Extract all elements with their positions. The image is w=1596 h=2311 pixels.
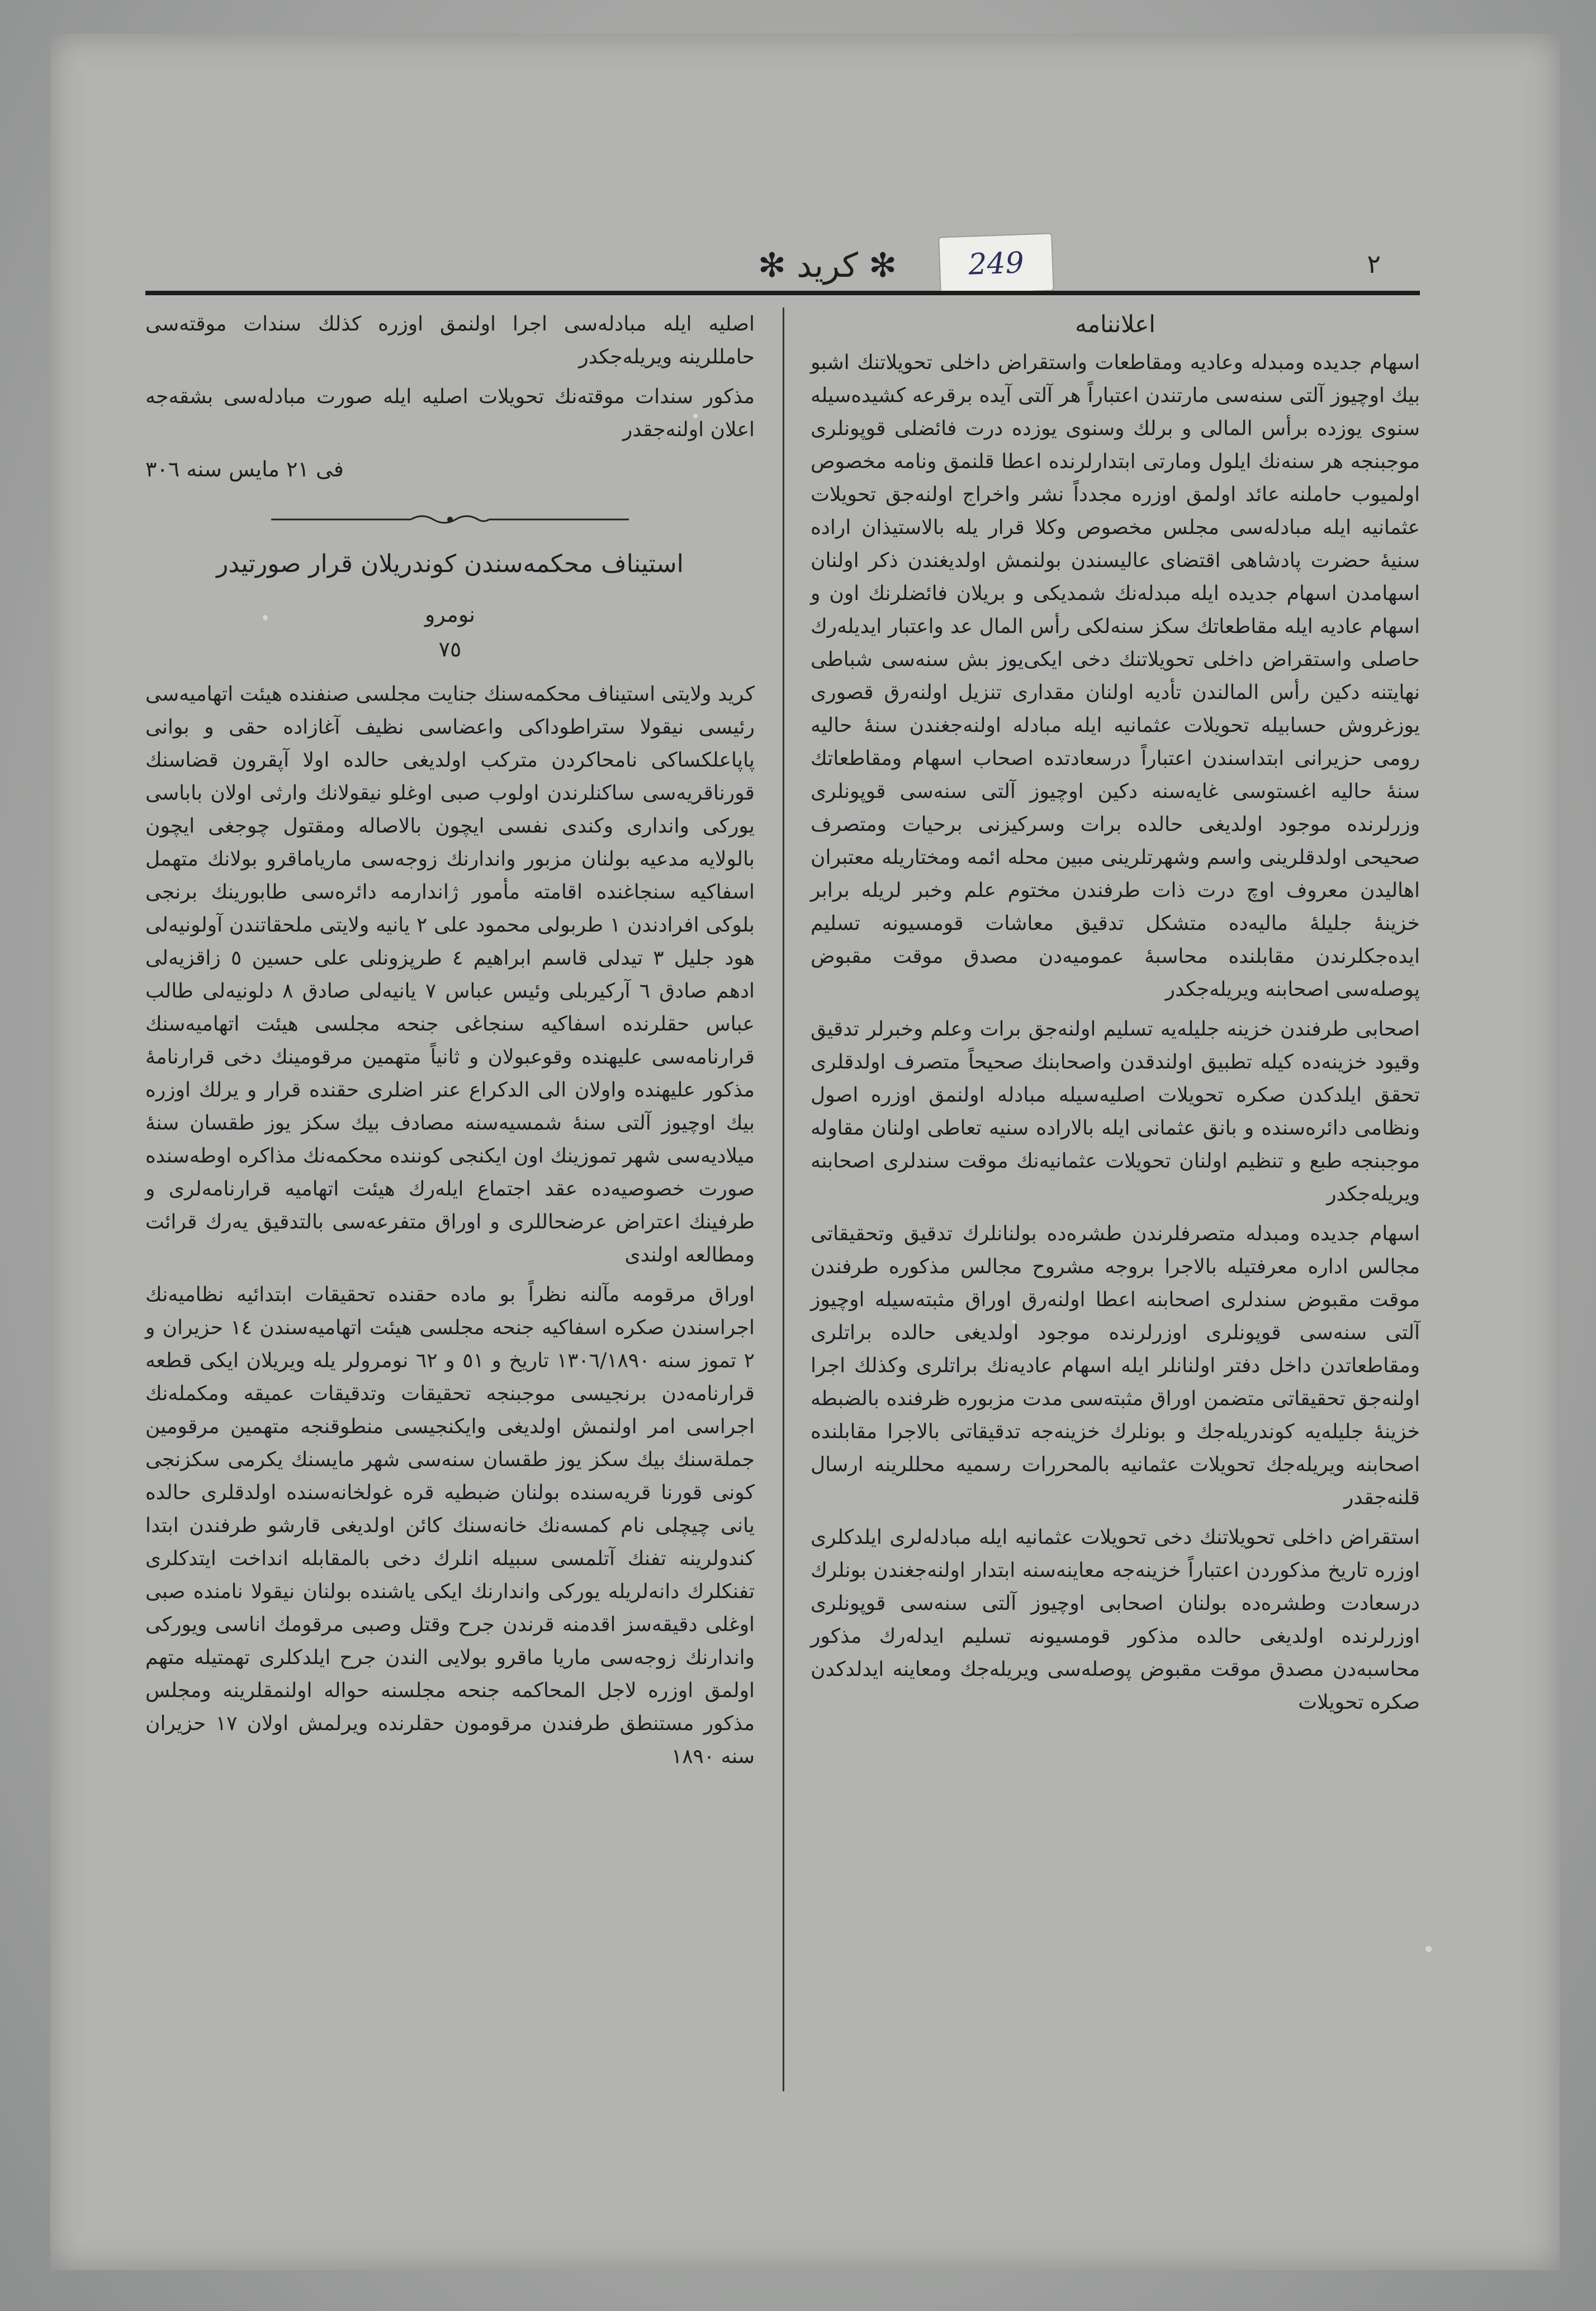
announcement-paragraph: اسهام جديده ومبدله وعاديه ومقاطعات واستقراض داخلى تحويلاتنك اشبو بيك اوچيوز آلتى سنه‌سى مارتندن اعتباراً هر آلتى آيده برقرعه كشيده‌سيله سنوى يوزده برأس المالى و برلك وسنوى يوزده درت فائضلى قوپونلرى موجبنجه هر سنه‌نك ايلول ومارتى ابتدارلرنده اعطا قلنمق ونامه مخصوص اولميوب حاملنه عائد اولمق اوزره مجدداً نشر واخراج اولنه‌جق تحويلات عثمانيه ايله مبادله‌سى مجلس مخصوص وكلا قرار يله بالاستيذان اراده‌ سنيهٔ حضرت پادشاهى اقتضاى عاليسندن بولنمش اولديغندن ذكر اولنان اسهامدن اسهام جديده ايله مبدله‌نك شمديكى و بريلان فائضلرنك اون و اسهام عاديه ايله مقاطعاتك سكز سنه‌لكى رأس المال عد واعتبار ايديله‌رك حاصلى واستقراض داخلى تحويلاتنك دخى ايكى‌يوز بش سنه‌سى شباطى نهايتنه دكين رأس المالندن تأديه اولنان مقدارى تنزيل اولنه‌رق قصورى يوزغروش حسابيله تحويلات عثمانيه ايله مبادله اولنه‌جغندن سنهٔ حاليه رومى حزيرانى ابتداسندن اعتباراً درسعادتده اصحاب اسهام ومقاطعاتك سنهٔ حاليه اغستوسى غايه‌سنه دكين اوچيوز آلتى سنه‌سى قوپونلرى وزرلرنده موجود اولديغى حالده برات وسركيزنى برحيات ومتصرف صحيحى اولدقلرينى واسم وشهرتلرينى مبين محله ائمه ومختاريله معتبران اهاليدن معروف اوچ درت ذات طرفندن مختوم علم وخبر لريله برابر خزينهٔ جليلهٔ ماليه‌ده متشكل تدقيق معاشات قومسيونه تسليم ايده‌جكلرندن مقابلنده محاسبهٔ عموميه‌دن مصدق موقت مقبوض پوصله‌سى اصحابنه ويريله‌جكدر bbox=[811, 351, 1420, 1001]
continuation-line: اصليه ايله مبادله‌سى اجرا اولنمق اوزره كذلك سندات موقته‌سى حامللرينه ويريله‌جكدر bbox=[145, 313, 755, 368]
announcement-title: اعلاننامه bbox=[1075, 310, 1155, 338]
decision-paragraph: كريد ولايتى استيناف محكمه‌سنك جنايت مجلسى صنفنده هيئت اتهاميه‌سى رئيسى نيقولا ستراطوداكى واعضاسى نظيف آغازاده حقى و بوانى پاپاعلكساكى نامحاكردن متركب اولديغى حالده اولا آپقرون قضاسنك قورناقريه‌سى ساكنلرندن اولوب صبى اوغلو نيقولانك وارثى اولان باباسى يوركى واندارى وكندى نفسى ايچون بالاصاله ومقتول چوجغى ايچون بالولايه مدعيه بولنان مزبور واندارنك زوجه‌سى مارياماقرو بولانك متهمل اسفاكيه سنجاغنده اقامته مأمور ژاندارمه دائره‌سى طابورينك برنجى بلوكى افرادندن ١ طربولى محمود على ٢ يانيه ولايتى ملحقاتندن آولونيه‌لى هود جليل ٣ تيدلى قاسم ابراهيم ٤ طرپزونلى على حسين ٥ زاقزيه‌لى ادهم صادق ٦ آركيربلى وئيس عباس ٧ يانيه‌لى صادق ٨ دلونيه‌لى طالب عباس حقلرنده اسفاكيه سنجاغى جنحه مجلسى هيئت اتهاميه‌سنك قرارنامه‌سى عليهنده وقوعبولان و ثانياً متهمين مرقومينك دخى قرارنامهٔ مذكور عليهنده واولان الى الدكراع عنر اضلرى حقنده قرار و يرلك اوزره بيك اوچيوز آلتى سنهٔ شمسيه‌سنه مصادف بيك سكز يوز طقسان سنهٔ ميلاديه‌سى شهر تموزينك اون ايكنجى كوننده محكمه‌نك مذاكره اوطه‌سنده صورت خصوصيه‌ده عقد اجتماع ايله‌رك هيئت اتهاميه قرارنامه‌لرى و طرفينك اعتراض عرضحاللرى و اوراق متفرعه‌سى بالتدقيق يه‌رك قرائت ومطالعه اولندى bbox=[145, 683, 755, 1266]
archive-number-stamp: 249 bbox=[938, 233, 1054, 295]
decision-title: استيناف محكمه‌سندن كوندريلان قرار صورتيدر bbox=[216, 550, 684, 578]
number-value: ٧٥ bbox=[438, 637, 462, 661]
announcement-date: فى ٢١ مايس سنه ٣٠٦ bbox=[145, 457, 344, 481]
decision-column bbox=[145, 308, 755, 1780]
announcement-paragraph: اسهام جديده ومبدله متصرفلرندن طشره‌ده بولنانلرك تدقيق وتحقيقاتى مجالس اداره معرفتيله بالاجرا بروجه مشروح مجالس مذكوره طرفندن موقت مقبوض سندلرى اصحابنه اعطا اولنه‌رق اوراق مثبته‌سيله اوچيوز آلتى سنه‌سى قوپونلرى اوزرلرنده موجود اولديغى حالده براتلرى ومقاطعاتدن داخل دفتر اولنانلر ايله اسهام عاديه‌نك براتلرى وكذلك اجرا اولنه‌جق تحقيقاتى متضمن اوراق مثبته‌سى مدت مزبوره ظرفنده بالضبطه خزينهٔ جليله‌يه كوندريله‌جك و بونلرك خزينه‌جه تدقيقاتى بالاجرا مقابلنده اصحابنه ويريله‌جك تحويلات عثمانيه بالمحررات رسميه محللرينه ارسال قلنه‌جقدر bbox=[811, 1222, 1420, 1509]
column-divider bbox=[783, 308, 784, 2091]
ornament-divider bbox=[271, 508, 629, 531]
paper-speck bbox=[1425, 1946, 1432, 1952]
announcement-paragraph: اصحابى طرفندن خزينه‌ جليله‌يه تسليم اولنه‌جق برات وعلم وخبرلر تدقيق وقيود خزينه‌ده‌ كيله تطبيق اولندقدن واصحابنك صحيحاً متصرف اولدقلرى تحقق ايلدكدن صكره تحويلات اصليه‌سيله مبادله اولنمق اوزره اصول ونظامى دائره‌سنده و بانق عثمانى ايله بالاراده سنيه تعاطى اولنان مقاوله موجبنجه طبع و تنظيم اولنان تحويلات عثمانيه‌نك موقت سندلرى اصحابنه ويريله‌جكدر bbox=[811, 1018, 1420, 1206]
continuation-line: مذكور سندات موقته‌نك تحويلات اصليه ايله صورت مبادله‌سى بشقه‌جه اعلان اولنه‌جقدر bbox=[145, 385, 755, 441]
newspaper-page bbox=[145, 235, 1420, 2091]
announcement-paragraph: استقراض داخلى تحويلاتنك دخى تحويلات عثمانيه ايله مبادله‌لرى ايلدكلرى اوزره تاريخ مذكوردن اعتباراً خزينه‌جه معاينه‌سنه ابتدار اولنه‌جغندن بونلرك درسعادت وطشره‌ده بولنان اصحابى اوچيوز آلتى سنه‌سى قوپونلرى اوزرلرنده اولديغى حالده مذكور قومسيونه تسليم ايدله‌رك مذكور محاسبه‌دن مصدق موقت مقبوض پوصله‌سى ويريله‌جك ومعاينه ايدلدكدن صكره تحويلات bbox=[811, 1526, 1420, 1714]
number-label: نومرو bbox=[425, 602, 475, 627]
page-header bbox=[145, 235, 1420, 296]
decision-number-block bbox=[145, 597, 755, 667]
masthead: ✻ کريد ✻ bbox=[757, 246, 897, 285]
announcement-column bbox=[811, 308, 1420, 1726]
decision-paragraph: اوراق مرقومه مآلنه نظراً بو ماده حقنده تحقيقات ابتدائيه نظاميه‌نك اجراسندن صكره اسفاكيه جنحه مجلسى هيئت اتهاميه‌سندن ١٤ حزيران و ٢ تموز سنه ١٣٠٦/١٨٩٠ تاريخ و ٥١ و ٦٢ نومرولر يله ويريلان ايكى قطعه قرارنامه‌دن برنجيسى موجبنجه تحقيقات وتدقيقات عميقه ومكمله‌نك اجراسى امر اولنمش اولديغى وايكنجيسى منطوقنجه متهمين مرقومين جملة‌سنك بيك سكز يوز طقسان سنه‌سى شهر مايسنك يكرمى سكزنجى كونى قورنا قريه‌سنده بولنان ضبطيه قره غولخانه‌سنده اولدقلرى حالده يانى چيچلى نام كمسه‌نك خانه‌سنك كائن اولديغى قارشو طرفندن ابتدا كندولرينه تفنك آتلمسى سبيله انلرك دخى بالمقابله انداخت ايتدكلرى تفنكلرك دانه‌لريله يوركى واندارنك ايكى ياشنده بولنان نيقولا نامنده صبى اوغلى دقيقه‌سز اقدمنه قرندن جرح وقتل وصبى مرقومك اناسى ويوركى واندارنك زوجه‌سى ماريا ماقرو بولايى الندن جرح ايلدكلرى تهمتيله متهم اولمق اوزره لاجل المحاكمه جنحه مجلسنه حواله اولنمقلرينه ومجلس مذكور مستنطق طرفندن مرقومون حقلرنده ويرلمش اولان ١٧ حزيران سنه ١٨٩٠ bbox=[145, 1283, 755, 1768]
header-rule bbox=[145, 291, 1420, 295]
page-number: ٢ bbox=[1367, 249, 1381, 279]
